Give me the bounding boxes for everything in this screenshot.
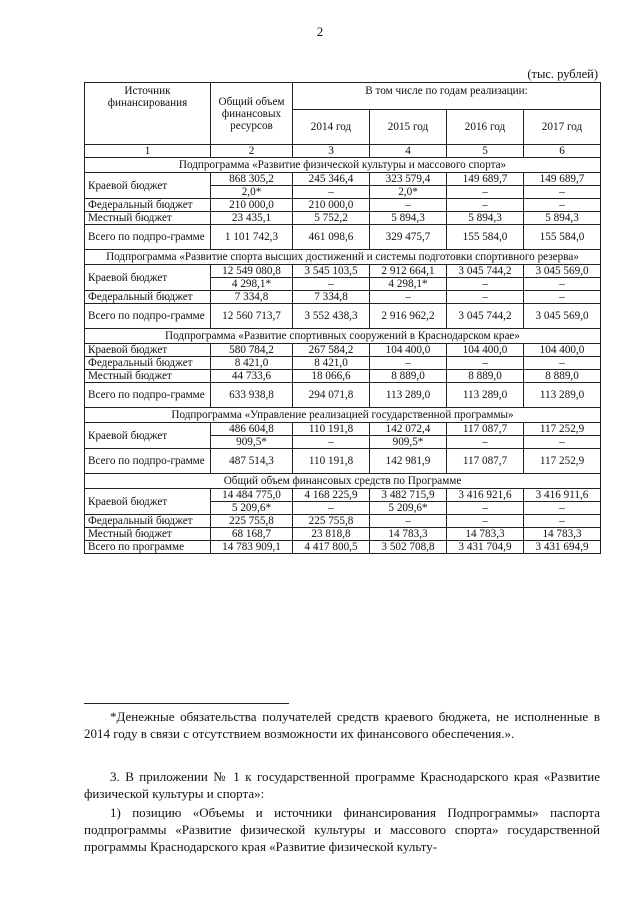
row-label: Всего по подпро-грамме xyxy=(85,225,211,250)
row-label: Федеральный бюджет xyxy=(85,357,211,370)
table-cell: 5 894,3 xyxy=(447,212,524,225)
table-row xyxy=(85,528,601,541)
section-title: Общий объем финансовых средств по Программе xyxy=(85,474,601,489)
table-cell: 329 475,7 xyxy=(370,225,447,250)
row-label: Краевой бюджет xyxy=(85,265,211,291)
footnote xyxy=(84,708,600,742)
table-row xyxy=(85,357,601,370)
table-cell: 110 191,8 xyxy=(293,423,370,436)
table-cell: – xyxy=(524,199,601,212)
table-cell: 117 087,7 xyxy=(447,449,524,474)
table-cell: 23 435,1 xyxy=(211,212,293,225)
header-year: 2016 год xyxy=(447,110,524,145)
table-cell: 5 894,3 xyxy=(370,212,447,225)
table-cell: 3 416 921,6 xyxy=(447,489,524,502)
row-label: Всего по подпро-грамме xyxy=(85,449,211,474)
table-cell: 23 818,8 xyxy=(293,528,370,541)
row-label: Федеральный бюджет xyxy=(85,291,211,304)
table-cell: 210 000,0 xyxy=(293,199,370,212)
table-cell: – xyxy=(447,357,524,370)
table-cell: 8 889,0 xyxy=(524,370,601,383)
table-cell: 267 584,2 xyxy=(293,344,370,357)
table-cell: 142 072,4 xyxy=(370,423,447,436)
table-cell: 12 560 713,7 xyxy=(211,304,293,329)
table-cell: 633 938,8 xyxy=(211,383,293,408)
table-cell: 14 484 775,0 xyxy=(211,489,293,502)
table-cell: 323 579,4 xyxy=(370,173,447,186)
row-label: Краевой бюджет xyxy=(85,344,211,357)
table-cell: – xyxy=(370,515,447,528)
table-cell: 3 416 911,6 xyxy=(524,489,601,502)
financing-table xyxy=(84,82,601,554)
table-cell: – xyxy=(447,502,524,515)
table-cell: 4 298,1* xyxy=(370,278,447,291)
table-cell: 5 209,6* xyxy=(370,502,447,515)
table-row xyxy=(85,225,601,250)
table-cell: – xyxy=(293,278,370,291)
column-number: 1 xyxy=(85,145,211,158)
row-label: Всего по подпро-грамме xyxy=(85,383,211,408)
header-year: 2017 год xyxy=(524,110,601,145)
table-cell: 486 604,8 xyxy=(211,423,293,436)
row-label: Местный бюджет xyxy=(85,528,211,541)
table-cell: 4 168 225,9 xyxy=(293,489,370,502)
table-row xyxy=(85,199,601,212)
table-cell: 487 514,3 xyxy=(211,449,293,474)
table-cell: 3 431 704,9 xyxy=(447,541,524,554)
table-cell: 3 552 438,3 xyxy=(293,304,370,329)
table-cell: 117 252,9 xyxy=(524,423,601,436)
table-cell: 117 087,7 xyxy=(447,423,524,436)
table-cell: – xyxy=(447,186,524,199)
table-cell: 5 752,2 xyxy=(293,212,370,225)
column-number: 4 xyxy=(370,145,447,158)
table-cell: 14 783,3 xyxy=(447,528,524,541)
body-text xyxy=(84,768,600,855)
table-cell: 3 045 569,0 xyxy=(524,265,601,278)
paragraph-2: 1) позицию «Объемы и источники финансирования Подпрограммы» паспорта подпрограммы «Развитие физической культуры и массового спорта» государственной программы Краснодарского края «Развитие физической культу- xyxy=(84,805,600,854)
table-cell: 580 784,2 xyxy=(211,344,293,357)
section-title-row xyxy=(85,329,601,344)
header-source: Источник финансирования xyxy=(85,83,211,145)
row-label: Краевой бюджет xyxy=(85,173,211,199)
section-title: Подпрограмма «Развитие спортивных сооружений в Краснодарском крае» xyxy=(85,329,601,344)
column-number: 5 xyxy=(447,145,524,158)
table-row xyxy=(85,489,601,502)
header-year: 2015 год xyxy=(370,110,447,145)
table-cell: – xyxy=(293,186,370,199)
table-cell: 8 421,0 xyxy=(293,357,370,370)
section-title: Подпрограмма «Развитие спорта высших достижений и системы подготовки спортивного резерва» xyxy=(85,250,601,265)
row-label: Всего по подпро-грамме xyxy=(85,304,211,329)
table-cell: – xyxy=(447,199,524,212)
row-label: Краевой бюджет xyxy=(85,423,211,449)
section-title-row xyxy=(85,474,601,489)
table-cell: 3 545 103,5 xyxy=(293,265,370,278)
table-cell: 2 916 962,2 xyxy=(370,304,447,329)
table-cell: 14 783,3 xyxy=(370,528,447,541)
table-cell: 3 045 569,0 xyxy=(524,304,601,329)
section-title: Подпрограмма «Управление реализацией государственной программы» xyxy=(85,408,601,423)
table-cell: 225 755,8 xyxy=(293,515,370,528)
row-label: Местный бюджет xyxy=(85,370,211,383)
table-cell: 7 334,8 xyxy=(293,291,370,304)
table-row xyxy=(85,541,601,554)
table-row xyxy=(85,370,601,383)
table-cell: – xyxy=(524,291,601,304)
table-cell: – xyxy=(447,436,524,449)
table-cell: 4 417 800,5 xyxy=(293,541,370,554)
table-row xyxy=(85,212,601,225)
table-cell: 18 066,6 xyxy=(293,370,370,383)
table-cell: – xyxy=(524,357,601,370)
table-row xyxy=(85,304,601,329)
row-label: Всего по программе xyxy=(85,541,211,554)
table-row xyxy=(85,515,601,528)
row-label: Местный бюджет xyxy=(85,212,211,225)
table-cell: 868 305,2 xyxy=(211,173,293,186)
table-cell: 104 400,0 xyxy=(524,344,601,357)
table-cell: 909,5* xyxy=(370,436,447,449)
table-row xyxy=(85,383,601,408)
table-cell: 8 889,0 xyxy=(447,370,524,383)
table-cell: – xyxy=(293,436,370,449)
table-cell: – xyxy=(447,278,524,291)
footnote-rule xyxy=(84,703,289,704)
table-cell: 3 482 715,9 xyxy=(370,489,447,502)
row-label: Краевой бюджет xyxy=(85,489,211,515)
table-cell: – xyxy=(370,199,447,212)
table-cell: 461 098,6 xyxy=(293,225,370,250)
table-cell: 3 502 708,8 xyxy=(370,541,447,554)
table-cell: 113 289,0 xyxy=(524,383,601,408)
table-cell: 1 101 742,3 xyxy=(211,225,293,250)
table-cell: 909,5* xyxy=(211,436,293,449)
table-cell: – xyxy=(447,291,524,304)
table-cell: – xyxy=(293,502,370,515)
table-cell: 155 584,0 xyxy=(447,225,524,250)
paragraph-1: 3. В приложении № 1 к государственной программе Краснодарского края «Развитие физической культуры и спорта»: xyxy=(84,769,600,801)
table-cell: 2,0* xyxy=(211,186,293,199)
table-cell: 113 289,0 xyxy=(447,383,524,408)
column-number: 2 xyxy=(211,145,293,158)
header-year: 2014 год xyxy=(293,110,370,145)
table-cell: 113 289,0 xyxy=(370,383,447,408)
column-number: 6 xyxy=(524,145,601,158)
table-row xyxy=(85,173,601,186)
footnote-text: *Денежные обязательства получателей средств краевого бюджета, не исполненные в 2014 году в связи с отсутствием возможности их финансового обеспечения.». xyxy=(84,709,600,741)
unit-label: (тыс. рублей) xyxy=(527,67,598,81)
table-row xyxy=(85,449,601,474)
table-cell: 245 346,4 xyxy=(293,173,370,186)
page-number: 2 xyxy=(316,24,324,39)
table-cell: 8 889,0 xyxy=(370,370,447,383)
table-row xyxy=(85,265,601,278)
table-cell: 110 191,8 xyxy=(293,449,370,474)
table-cell: 294 071,8 xyxy=(293,383,370,408)
header-total: Общий объем финансовых ресурсов xyxy=(211,83,293,145)
table-cell: 14 783 909,1 xyxy=(211,541,293,554)
table-row xyxy=(85,291,601,304)
table-cell: 4 298,1* xyxy=(211,278,293,291)
table-cell: 8 421,0 xyxy=(211,357,293,370)
column-number: 3 xyxy=(293,145,370,158)
table-cell: 2,0* xyxy=(370,186,447,199)
table-cell: 3 045 744,2 xyxy=(447,265,524,278)
section-title: Подпрограмма «Развитие физической культуры и массового спорта» xyxy=(85,158,601,173)
table-cell: – xyxy=(524,186,601,199)
table-cell: 149 689,7 xyxy=(524,173,601,186)
section-title-row xyxy=(85,158,601,173)
table-cell: 225 755,8 xyxy=(211,515,293,528)
header-by-years: В том числе по годам реализации: xyxy=(293,83,601,110)
table-cell: – xyxy=(524,278,601,291)
table-cell: – xyxy=(524,436,601,449)
row-label: Федеральный бюджет xyxy=(85,515,211,528)
table-cell: 142 981,9 xyxy=(370,449,447,474)
section-title-row xyxy=(85,250,601,265)
table-cell: 7 334,8 xyxy=(211,291,293,304)
table-cell: 104 400,0 xyxy=(447,344,524,357)
table-cell: 149 689,7 xyxy=(447,173,524,186)
table-cell: – xyxy=(370,357,447,370)
table-cell: 68 168,7 xyxy=(211,528,293,541)
table-cell: 2 912 664,1 xyxy=(370,265,447,278)
table-cell: 3 431 694,9 xyxy=(524,541,601,554)
table-cell: 3 045 744,2 xyxy=(447,304,524,329)
table-cell: 44 733,6 xyxy=(211,370,293,383)
table-cell: – xyxy=(524,502,601,515)
table-cell: 117 252,9 xyxy=(524,449,601,474)
table-row xyxy=(85,344,601,357)
table-cell: 155 584,0 xyxy=(524,225,601,250)
table-cell: 14 783,3 xyxy=(524,528,601,541)
section-title-row xyxy=(85,408,601,423)
table-cell: 210 000,0 xyxy=(211,199,293,212)
table-cell: – xyxy=(524,515,601,528)
row-label: Федеральный бюджет xyxy=(85,199,211,212)
table-cell: 5 894,3 xyxy=(524,212,601,225)
table-cell: – xyxy=(370,291,447,304)
table-cell: 104 400,0 xyxy=(370,344,447,357)
table-cell: 12 549 080,8 xyxy=(211,265,293,278)
table-cell: 5 209,6* xyxy=(211,502,293,515)
table-cell: – xyxy=(447,515,524,528)
table-row xyxy=(85,423,601,436)
